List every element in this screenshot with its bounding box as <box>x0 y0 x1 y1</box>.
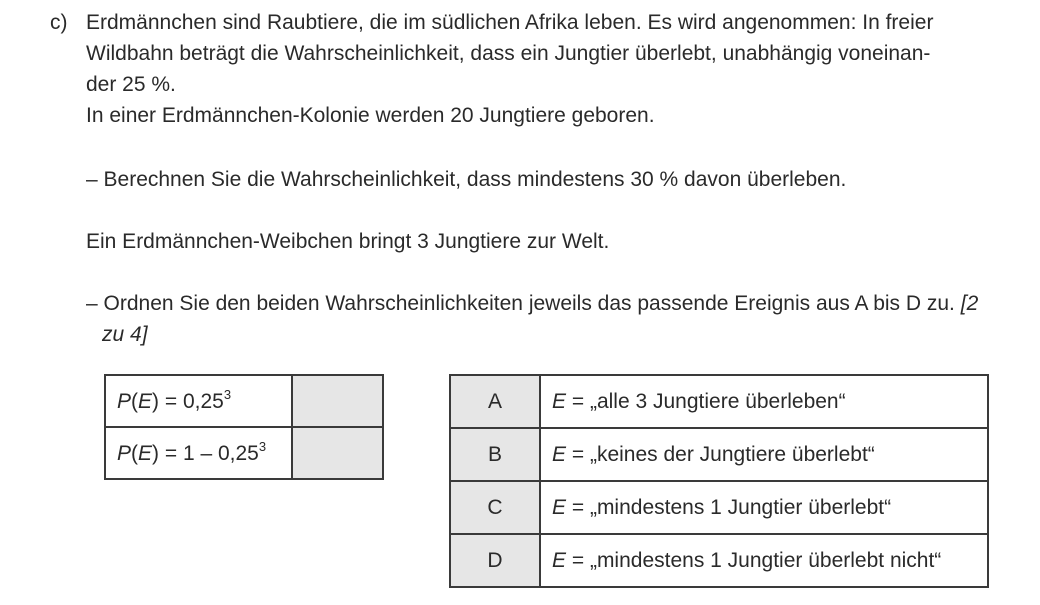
event-description: E = „keines der Jungtiere überlebt“ <box>540 428 988 481</box>
colony-text: In einer Erdmännchen-Kolonie werden 20 Jungtiere geboren. <box>86 104 655 127</box>
event-letter: C <box>450 481 540 534</box>
task-label: c) <box>50 11 68 34</box>
event-row <box>450 481 988 534</box>
answer-box[interactable] <box>292 375 383 427</box>
task-2-text: – Ordnen Sie den beiden Wahrscheinlichkeiten jeweils das passende Ereignis aus A bis D zu. <box>86 292 955 315</box>
answer-box[interactable] <box>292 427 383 479</box>
task-2-hint: [2 zu 4] <box>102 292 979 346</box>
intro-paragraph <box>86 7 986 100</box>
probability-row <box>105 427 383 479</box>
event-description: E = „alle 3 Jungtiere überleben“ <box>540 375 988 428</box>
event-row <box>450 534 988 587</box>
task-2 <box>86 288 1002 350</box>
probability-formula: P(E) = 1 – 0,25$^3$ <box>105 427 292 479</box>
events-table <box>449 374 989 588</box>
event-letter: A <box>450 375 540 428</box>
probability-table <box>104 374 384 480</box>
task-1: – Berechnen Sie die Wahrscheinlichkeit, dass mindestens 30 % davon überleben. <box>86 168 847 191</box>
probability-row <box>105 375 383 427</box>
event-description: E = „mindestens 1 Jungtier überlebt nicht“ <box>540 534 988 587</box>
intro-line-3: der 25 %. <box>86 73 176 96</box>
event-letter: D <box>450 534 540 587</box>
event-letter: B <box>450 428 540 481</box>
event-row <box>450 375 988 428</box>
female-text: Ein Erdmännchen-Weibchen bringt 3 Jungtiere zur Welt. <box>86 230 610 253</box>
intro-line-1: Erdmännchen sind Raubtiere, die im südlichen Afrika leben. Es wird angenommen: In freier <box>86 11 934 34</box>
probability-formula: $P(E) = 0,25^3$ <box>105 375 292 427</box>
event-row <box>450 428 988 481</box>
intro-line-2: Wildbahn beträgt die Wahrscheinlichkeit, dass ein Jungtier überlebt, unabhängig voneinan- <box>86 42 931 65</box>
event-description: E = „mindestens 1 Jungtier überlebt“ <box>540 481 988 534</box>
